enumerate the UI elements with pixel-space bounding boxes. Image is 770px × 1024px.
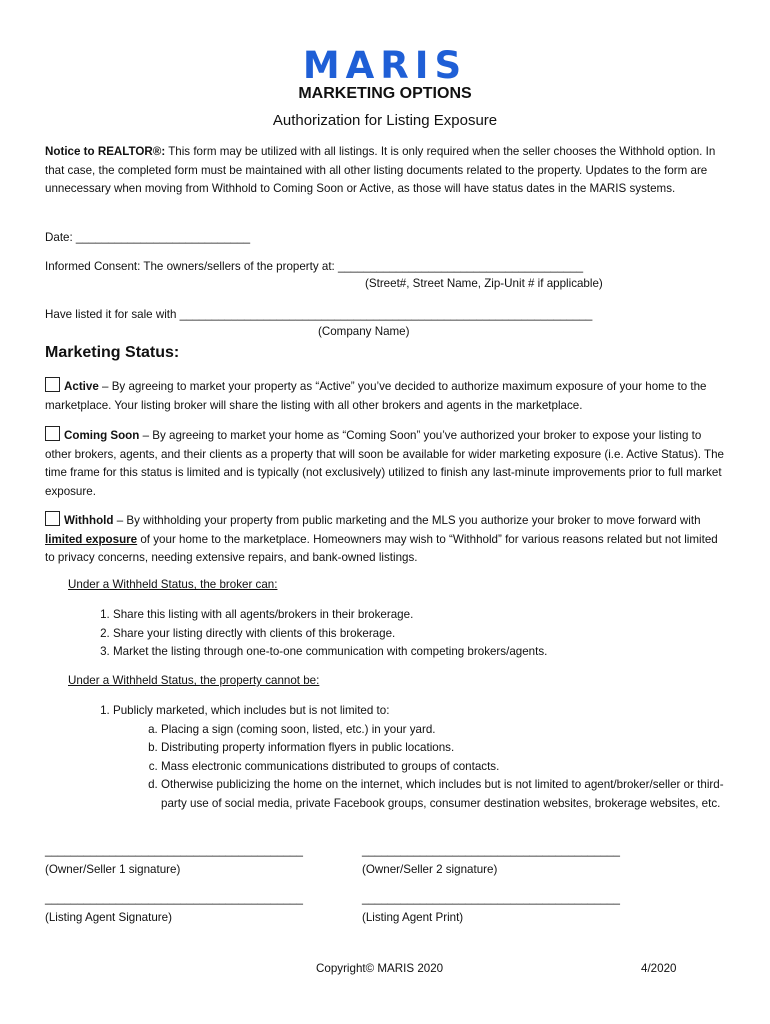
property-cannot-list	[73, 702, 733, 813]
withhold-label: Withhold	[64, 514, 114, 527]
list-item-text: Publicly marketed, which includes but is not limited to:	[113, 704, 390, 717]
coming-soon-label: Coming Soon	[64, 429, 140, 442]
agent-print-label: (Listing Agent Print)	[362, 911, 464, 924]
withhold-option	[45, 511, 725, 568]
copyright-notice: Copyright© MARIS 2020	[316, 962, 444, 975]
property-cannot-heading: Under a Withheld Status, the property cannot be:	[68, 674, 320, 687]
broker-can-heading: Under a Withheld Status, the broker can:	[68, 578, 278, 591]
coming-soon-option	[45, 426, 725, 501]
form-revision-date: 4/2020	[641, 962, 677, 975]
coming-soon-description: – By agreeing to market your home as “Coming Soon” you’ve authorized your broker to expose your listing to other brokers, agents, and their clients as a property that will soon be available for wider marketing exposure (i.e. Active Status). The time frame for this status is limited and is typically (not exclusively) utilized to finish any last-minute improvements prior to full market exposure.	[45, 429, 725, 498]
withhold-checkbox[interactable]	[45, 511, 60, 526]
list-item: c. Mass electronic communications distributed to groups of contacts.	[161, 758, 733, 777]
form-title: MARKETING OPTIONS	[298, 85, 472, 102]
address-hint: (Street#, Street Name, Zip-Unit # if applicable)	[365, 277, 603, 290]
form-subtitle: Authorization for Listing Exposure	[272, 112, 498, 129]
agent-signature-label: (Listing Agent Signature)	[45, 911, 172, 924]
agent-print-line[interactable]: ________________________________________	[362, 892, 620, 905]
list-item: 1. Share this listing with all agents/brokers in their brokerage.	[113, 606, 733, 625]
active-description: – By agreeing to market your property as “Active” you’ve decided to authorize maximum exposure of your home to the marketplace. Your listing broker will share the listing with all other brokers and agents in the marketplace.	[45, 380, 707, 412]
coming-soon-checkbox[interactable]	[45, 426, 60, 441]
property-cannot-sublist	[113, 721, 733, 814]
owner2-signature-line[interactable]: ________________________________________	[362, 844, 620, 857]
list-item: b. Distributing property information flyers in public locations.	[161, 739, 733, 758]
limited-exposure-emphasis: limited exposure	[45, 532, 138, 546]
list-item: 3. Market the listing through one-to-one communication with competing brokers/agents.	[113, 643, 733, 662]
notice-label: Notice to REALTOR®:	[45, 145, 166, 158]
owner1-signature-label: (Owner/Seller 1 signature)	[45, 863, 181, 876]
company-name-field[interactable]: Have listed it for sale with ________________________________________________________________	[45, 308, 593, 321]
property-address-field[interactable]: Informed Consent: The owners/sellers of the property at: ______________________________________	[45, 260, 584, 273]
notice-paragraph	[45, 143, 725, 199]
active-checkbox[interactable]	[45, 377, 60, 392]
active-option	[45, 377, 725, 415]
owner2-signature-label: (Owner/Seller 2 signature)	[362, 863, 498, 876]
list-item: a. Placing a sign (coming soon, listed, etc.) in your yard.	[161, 721, 733, 740]
list-item	[113, 702, 733, 813]
marketing-status-heading: Marketing Status:	[45, 344, 180, 361]
notice-text: This form may be utilized with all listings. It is only required when the seller chooses the Withhold option. In that case, the completed form must be maintained with all other listing documents related to the property. Updates to the form are unnecessary when moving from Withhold to Coming Soon or Active, as those will have status dates in the MARIS systems.	[45, 145, 716, 195]
active-label: Active	[64, 380, 99, 393]
date-field[interactable]: Date: ___________________________	[45, 231, 251, 244]
agent-signature-line[interactable]: ________________________________________	[45, 892, 303, 905]
withhold-description-end: of your home to the marketplace. Homeowners may wish to “Withhold” for various reasons related but not limited to privacy concerns, needing extensive repairs, and bank-owned listings.	[45, 532, 718, 564]
owner1-signature-line[interactable]: ________________________________________	[45, 844, 303, 857]
broker-can-list	[73, 606, 733, 662]
list-item: d. Otherwise publicizing the home on the internet, which includes but is not limited to agent/broker/seller or third-party use of social media, private Facebook groups, consumer destination websites, brokerage websites, etc.	[161, 776, 733, 813]
maris-logo: MARIS	[302, 44, 468, 87]
list-item: 2. Share your listing directly with clients of this brokerage.	[113, 625, 733, 644]
company-hint: (Company Name)	[318, 325, 410, 338]
withhold-description-start: – By withholding your property from public marketing and the MLS you authorize your broker to move forward with	[113, 514, 701, 527]
